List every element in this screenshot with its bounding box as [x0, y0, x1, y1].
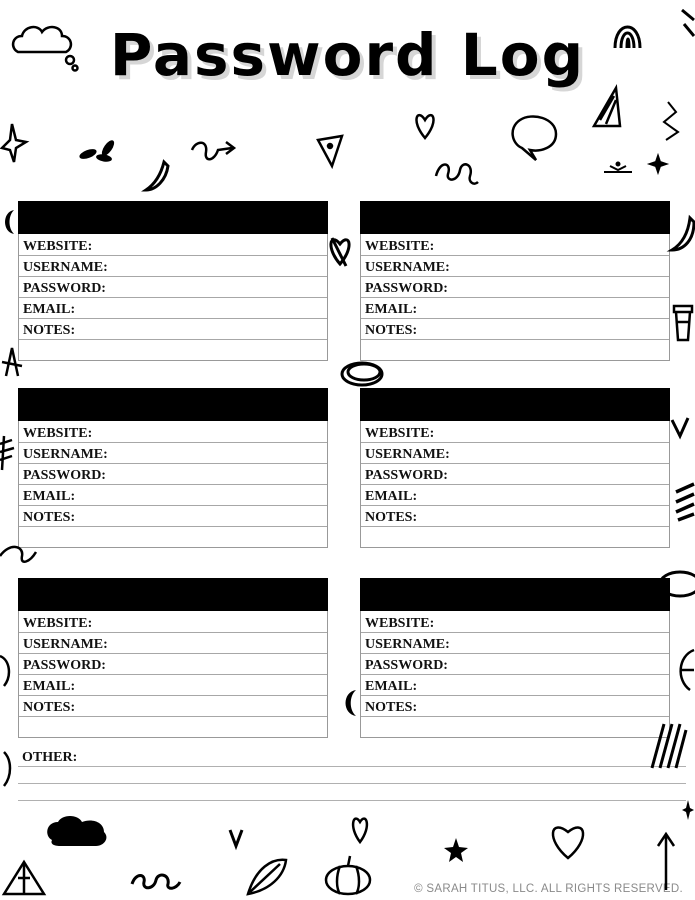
leaf-icon: [0, 656, 9, 686]
username-field[interactable]: USERNAME:: [19, 633, 327, 654]
moon-icon: [5, 210, 14, 234]
notes-extra-line[interactable]: [361, 340, 669, 361]
card-header-bar: [360, 388, 670, 421]
notes-field[interactable]: NOTES:: [361, 319, 669, 340]
website-field[interactable]: WEBSITE:: [19, 612, 327, 633]
card-header-bar: [18, 388, 328, 421]
password-field[interactable]: PASSWORD:: [19, 464, 327, 485]
username-field[interactable]: USERNAME:: [19, 443, 327, 464]
other-line[interactable]: [18, 800, 686, 801]
cat-face-icon: [604, 163, 632, 173]
notes-field[interactable]: NOTES:: [19, 319, 327, 340]
heart-icon: [416, 115, 433, 138]
arrow-icon: [658, 834, 674, 890]
notes-extra-line[interactable]: [19, 717, 327, 738]
email-field[interactable]: EMAIL:: [361, 675, 669, 696]
password-field[interactable]: PASSWORD:: [361, 464, 669, 485]
password-entry-card: [18, 201, 328, 361]
password-entry-card: [18, 578, 328, 738]
heart-icon: [672, 418, 688, 436]
other-label: OTHER:: [22, 750, 78, 765]
rainbow-icon: [615, 27, 640, 48]
scribble-icon: [682, 10, 694, 36]
scribble-icon: [342, 363, 382, 385]
email-field[interactable]: EMAIL:: [19, 675, 327, 696]
card-header-bar: [18, 201, 328, 234]
notes-field[interactable]: NOTES:: [19, 506, 327, 527]
other-line[interactable]: [18, 766, 686, 767]
website-field[interactable]: WEBSITE:: [361, 422, 669, 443]
notes-extra-line[interactable]: [19, 527, 327, 548]
heart-icon: [553, 828, 583, 858]
leaf-icon: [680, 650, 694, 690]
star-icon: [444, 838, 468, 862]
card-header-bar: [360, 201, 670, 234]
page-title: Password Log: [109, 21, 586, 89]
password-entry-card: [360, 201, 670, 361]
website-field[interactable]: WEBSITE:: [361, 235, 669, 256]
swirl-icon: [192, 142, 234, 159]
leaf-icon: [248, 860, 286, 894]
leaf-icon: [78, 138, 116, 163]
password-entry-card: [360, 578, 670, 738]
website-field[interactable]: WEBSITE:: [19, 235, 327, 256]
card-header-bar: [18, 578, 328, 611]
leaf-icon: [4, 752, 10, 786]
notes-field[interactable]: NOTES:: [361, 506, 669, 527]
other-line[interactable]: [18, 783, 686, 784]
email-field[interactable]: EMAIL:: [19, 485, 327, 506]
coffee-cup-icon: [674, 306, 692, 340]
copyright-footer: © SARAH TITUS, LLC. ALL RIGHTS RESERVED.: [414, 883, 683, 895]
sparkle-icon: [650, 102, 678, 172]
swirl-icon: [436, 164, 478, 183]
password-field[interactable]: PASSWORD:: [361, 277, 669, 298]
notes-extra-line[interactable]: [361, 527, 669, 548]
tent-icon: [4, 862, 44, 894]
notes-field[interactable]: NOTES:: [19, 696, 327, 717]
website-field[interactable]: WEBSITE:: [361, 612, 669, 633]
notes-field[interactable]: NOTES:: [361, 696, 669, 717]
heart-icon: [353, 819, 367, 842]
star-icon: [2, 124, 26, 162]
password-field[interactable]: PASSWORD:: [19, 277, 327, 298]
username-field[interactable]: USERNAME:: [361, 633, 669, 654]
username-field[interactable]: USERNAME:: [361, 256, 669, 277]
password-field[interactable]: PASSWORD:: [19, 654, 327, 675]
card-header-bar: [360, 578, 670, 611]
heart-icon: [230, 830, 242, 846]
cloud-icon: [13, 27, 77, 70]
cloud-icon: [47, 816, 106, 846]
email-field[interactable]: EMAIL:: [19, 298, 327, 319]
heart-icon: [331, 238, 349, 266]
password-entry-card: [360, 388, 670, 548]
swirl-icon: [132, 875, 180, 888]
password-field[interactable]: PASSWORD:: [361, 654, 669, 675]
lemon-slice-icon: [594, 88, 620, 126]
email-field[interactable]: EMAIL:: [361, 298, 669, 319]
pumpkin-icon: [326, 856, 370, 894]
moon-icon: [346, 690, 357, 716]
scribble-icon: [0, 436, 14, 470]
website-field[interactable]: WEBSITE:: [19, 422, 327, 443]
password-entry-card: [18, 388, 328, 548]
banana-icon: [672, 218, 694, 250]
swirl-icon: [0, 547, 36, 562]
notes-extra-line[interactable]: [361, 717, 669, 738]
notes-extra-line[interactable]: [19, 340, 327, 361]
username-field[interactable]: USERNAME:: [361, 443, 669, 464]
star-icon: [682, 800, 694, 820]
email-field[interactable]: EMAIL:: [361, 485, 669, 506]
speech-bubble-icon: [513, 116, 556, 160]
pizza-slice-icon: [318, 136, 342, 166]
banana-icon: [146, 162, 168, 190]
username-field[interactable]: USERNAME:: [19, 256, 327, 277]
scribble-icon: [676, 484, 694, 520]
